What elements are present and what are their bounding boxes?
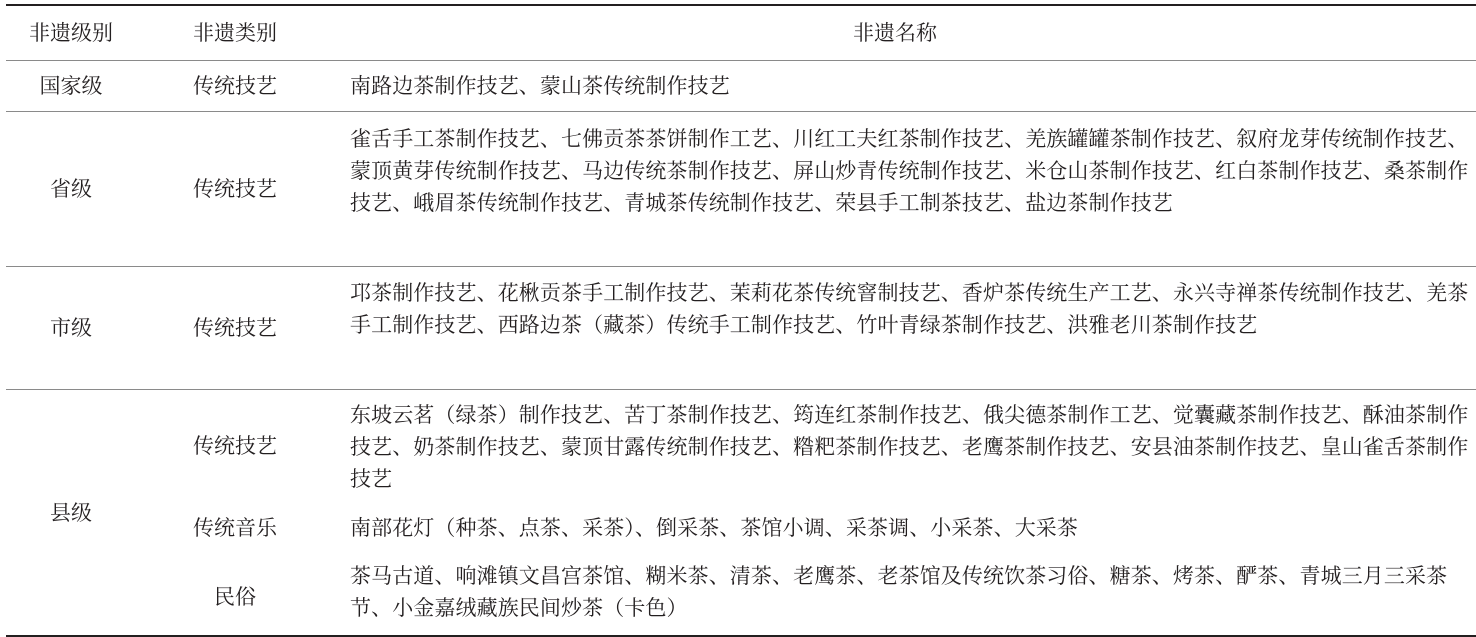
category-cell: 传统技艺 xyxy=(193,434,277,458)
header-name: 非遗名称 xyxy=(853,21,937,45)
heritage-table xyxy=(6,4,1476,637)
category-column xyxy=(136,390,334,635)
names-cell: 南路边茶制作技艺、蒙山茶传统制作技艺 xyxy=(350,74,730,98)
header-category: 非遗类别 xyxy=(193,21,277,45)
names-cell: 南部花灯（种茶、点茶、采茶）、倒采茶、茶馆小调、采茶调、小采茶、大采茶 xyxy=(350,516,1078,540)
table-row-county xyxy=(6,390,1476,635)
level-cell: 省级 xyxy=(50,177,92,201)
level-cell: 县级 xyxy=(50,500,92,525)
names-cell: 雀舌手工茶制作技艺、七佛贡茶茶饼制作工艺、川红工夫红茶制作技艺、羌族罐罐茶制作技艺、叙府龙芽传统制作技艺、蒙顶黄芽传统制作技艺、马边传统茶制作技艺、屏山炒青传统制作技艺、米仓山茶制作技艺、红白茶制作技艺、桑茶制作技艺、峨眉茶传统制作技艺、青城茶传统制作技艺、荣县手工制茶技艺、盐边茶制作技艺 xyxy=(350,127,1469,215)
table-header-row xyxy=(6,6,1476,61)
category-cell: 传统技艺 xyxy=(193,177,277,201)
level-cell: 国家级 xyxy=(39,74,103,98)
category-cell: 民俗 xyxy=(214,584,256,609)
table-row-national xyxy=(6,61,1476,112)
names-column xyxy=(334,390,1472,635)
names-cell: 邛茶制作技艺、花楸贡茶手工制作技艺、茉莉花茶传统窨制技艺、香炉茶传统生产工艺、永兴寺禅茶传统制作技艺、羌茶手工制作技艺、西路边茶（藏茶）传统手工制作技艺、竹叶青绿茶制作技艺、洪雅老川茶制作技艺 xyxy=(350,281,1469,337)
level-cell: 市级 xyxy=(50,316,92,340)
table-row-municipal xyxy=(6,267,1476,390)
category-cell: 传统技艺 xyxy=(193,74,277,98)
table-row-provincial xyxy=(6,112,1476,267)
names-cell: 茶马古道、响滩镇文昌宫茶馆、糊米茶、清茶、老鹰茶、老茶馆及传统饮茶习俗、糖茶、烤茶、酽茶、青城三月三采茶节、小金嘉绒藏族民间炒茶（卡色） xyxy=(350,564,1448,620)
header-level: 非遗级别 xyxy=(29,21,113,45)
category-cell: 传统技艺 xyxy=(193,316,277,340)
category-cell: 传统音乐 xyxy=(193,516,277,540)
names-cell: 东坡云茗（绿茶）制作技艺、苦丁茶制作技艺、筠连红茶制作技艺、俄尖德茶制作工艺、觉囊藏茶制作技艺、酥油茶制作技艺、奶茶制作技艺、蒙顶甘露传统制作技艺、糌粑茶制作技艺、老鹰茶制作技艺、安县油茶制作技艺、皇山雀舌茶制作技艺 xyxy=(350,403,1469,491)
